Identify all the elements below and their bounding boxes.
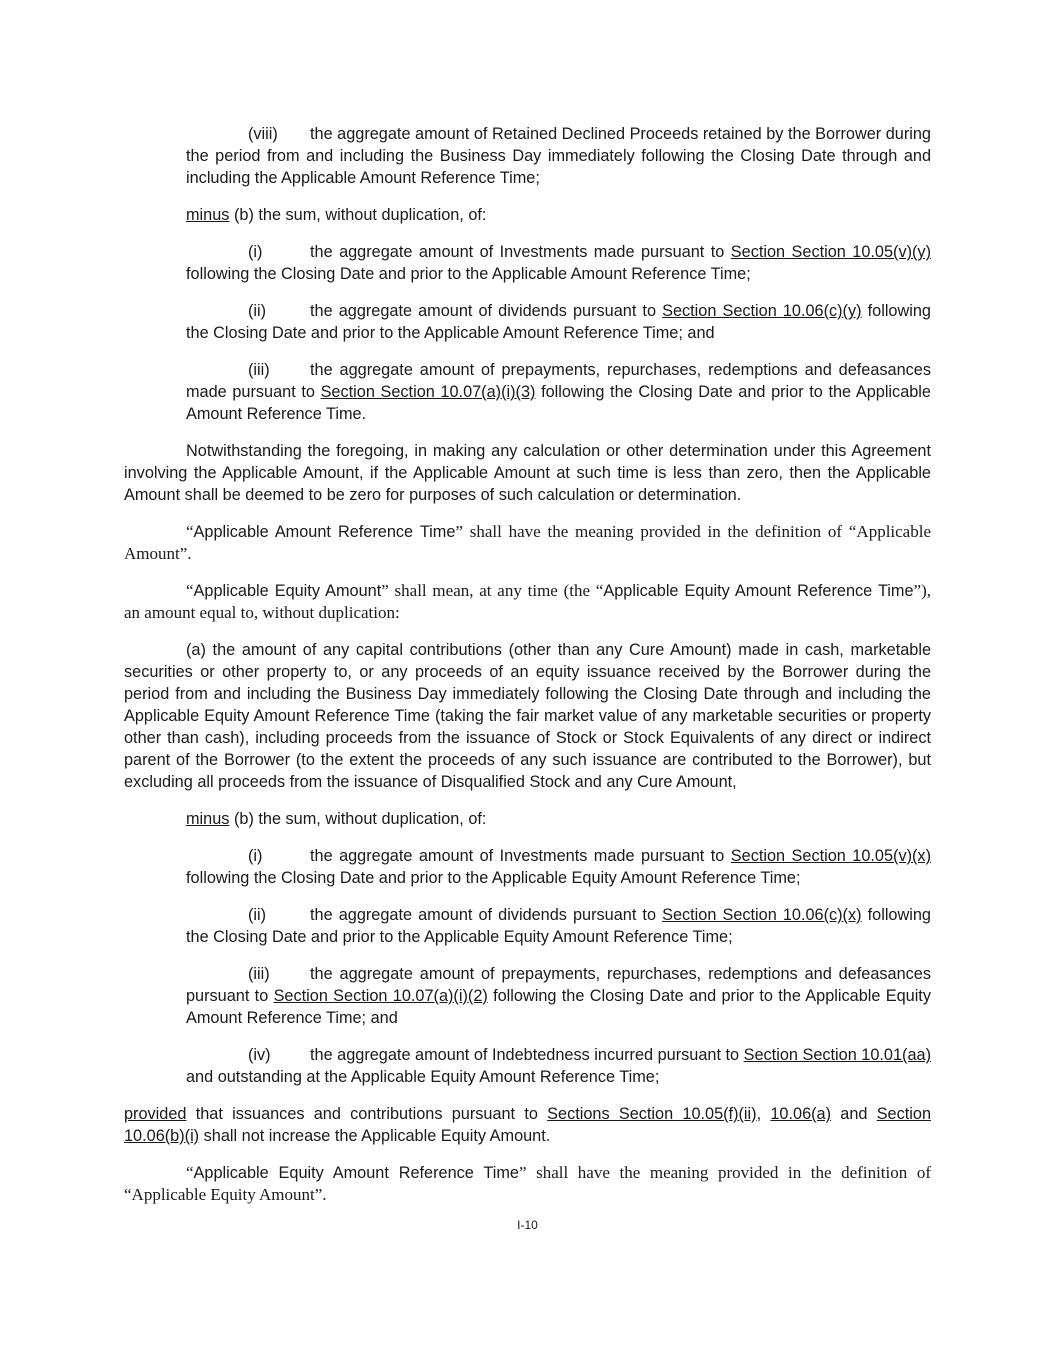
page-number: I-10 [517, 1218, 538, 1232]
document-page [124, 123, 931, 1221]
open-quote: “ [186, 1163, 194, 1182]
clause-b-iii [186, 963, 931, 1029]
clause-text-end: and outstanding at the Applicable Equity Amount Reference Time; [186, 1068, 660, 1086]
minus-rest: (b) the sum, without duplication, of: [229, 206, 487, 224]
minus-word: minus [186, 810, 230, 828]
minus-rest: (b) the sum, without duplication, of: [229, 810, 487, 828]
clause-number: (viii) [248, 125, 278, 143]
clause-text: the aggregate amount of dividends pursuant to [310, 906, 663, 924]
clause-number: (iv) [248, 1046, 271, 1064]
definition-text-end: ”), an amount equal to, without duplication: [124, 581, 931, 622]
provided-word: provided [124, 1105, 187, 1123]
minus-line-1 [186, 204, 931, 226]
clause-text: the aggregate amount of dividends pursuant to [310, 302, 663, 320]
section-reference-3: Section 10.06(b)(i) [124, 1105, 931, 1145]
clause-text-end: following the Closing Date and prior to the Applicable Equity Amount Reference Time; [186, 869, 801, 887]
defined-term: Applicable Equity Amount [193, 582, 382, 600]
clause-a-i [186, 241, 931, 285]
clause-b-ii [186, 904, 931, 948]
section-reference: Section Section 10.05(v)(x) [730, 847, 931, 865]
section-reference: Section Section 10.06(c)(y) [662, 302, 862, 320]
open-quote: “ [186, 581, 194, 600]
clause-b-i [186, 845, 931, 889]
section-reference-2: 10.06(a) [770, 1105, 832, 1123]
clause-a-iii [186, 359, 931, 425]
clause-number: (iii) [248, 361, 270, 379]
clause-number: (ii) [248, 302, 267, 320]
definition-applicable-equity-amount [124, 580, 931, 624]
clause-text: the aggregate amount of Investments made pursuant to [310, 847, 731, 865]
defined-term-2: Applicable Equity Amount Reference Time [603, 582, 914, 600]
clause-text-end: following the Closing Date and prior to the Applicable Amount Reference Time; [186, 265, 751, 283]
clause-number: (iii) [248, 965, 270, 983]
clause-number: (i) [248, 847, 263, 865]
defined-term: Applicable Amount Reference Time [193, 523, 456, 541]
clause-text-end: following the Closing Date and prior to the Applicable Equity Amount Reference Time; [186, 906, 931, 946]
paragraph-a: (a) the amount of any capital contributions (other than any Cure Amount) made in cash, marketable securities or other property to, or any proceeds of an equity issuance received by the Borrower during the period from and including the Business Day immediately following the Closing Date through and including the Applicable Equity Amount Reference Time (taking the fair market value of any marketable securities or property other than cash), including proceeds from the issuance of Stock or Stock Equivalents of any direct or indirect parent of the Borrower (to the extent the proceeds of any such issuance are contributed to the Borrower), but excluding all proceeds from the issuance of Disqualified Stock and any Cure Amount, [124, 641, 931, 791]
section-reference: Section Section 10.06(c)(x) [662, 906, 862, 924]
minus-line-2 [186, 808, 931, 830]
clause-text-end: following the Closing Date and prior to the Applicable Equity Amount Reference Time; and [186, 987, 931, 1027]
clause-text: the aggregate amount of Indebtedness incurred pursuant to [310, 1046, 744, 1064]
section-reference: Section Section 10.07(a)(i)(2) [273, 987, 488, 1005]
notwithstanding-paragraph: Notwithstanding the foregoing, in making any calculation or other determination under this Agreement involving the Applicable Amount, if the Applicable Amount at such time is less than zero, then the Applicable Amount shall be deemed to be zero for purposes of such calculation or determination. [124, 442, 931, 504]
clause-number: (i) [248, 243, 263, 261]
definition-text: ” shall mean, at any time (the “ [381, 581, 604, 600]
section-reference-1: Sections Section 10.05(f)(ii) [547, 1105, 757, 1123]
clause-text: the aggregate amount of Retained Declined Proceeds retained by the Borrower during the period from and including the Business Day immediately following the Closing Date through and including the Applicable Amount Reference Time; [186, 125, 931, 187]
definition-text: ” shall have the meaning provided in the definition of “Applicable Amount”. [124, 522, 931, 563]
clause-text-end: following the Closing Date and prior to the Applicable Amount Reference Time. [186, 383, 931, 423]
clause-text: the aggregate amount of Investments made pursuant to [310, 243, 731, 261]
proviso-text: that issuances and contributions pursuant to [186, 1105, 548, 1123]
proviso-paragraph [124, 1103, 931, 1147]
clause-b-iv [186, 1044, 931, 1088]
section-reference: Section Section 10.05(v)(y) [730, 243, 931, 261]
clause-number: (ii) [248, 906, 267, 924]
definition-text: ” shall have the meaning provided in the definition of “Applicable Equity Amount”. [124, 1163, 931, 1204]
definition-applicable-amount-reference-time [124, 521, 931, 565]
section-reference: Section Section 10.01(aa) [743, 1046, 931, 1064]
proviso-separator: , [756, 1105, 771, 1123]
clause-viii [186, 123, 931, 189]
clause-a-ii [186, 300, 931, 344]
open-quote: “ [186, 522, 194, 541]
clause-text-end: following the Closing Date and prior to the Applicable Amount Reference Time; and [186, 302, 931, 342]
clause-text: the aggregate amount of prepayments, repurchases, redemptions and defeasances pursuant to [186, 965, 931, 1005]
minus-word: minus [186, 206, 230, 224]
proviso-and: and [831, 1105, 877, 1123]
section-reference: Section Section 10.07(a)(i)(3) [320, 383, 536, 401]
clause-text: the aggregate amount of prepayments, repurchases, redemptions and defeasances made pursuant to [186, 361, 931, 401]
definition-applicable-equity-amount-reference-time [124, 1162, 931, 1206]
defined-term: Applicable Equity Amount Reference Time [193, 1164, 519, 1182]
proviso-text-end: shall not increase the Applicable Equity Amount. [199, 1127, 551, 1145]
